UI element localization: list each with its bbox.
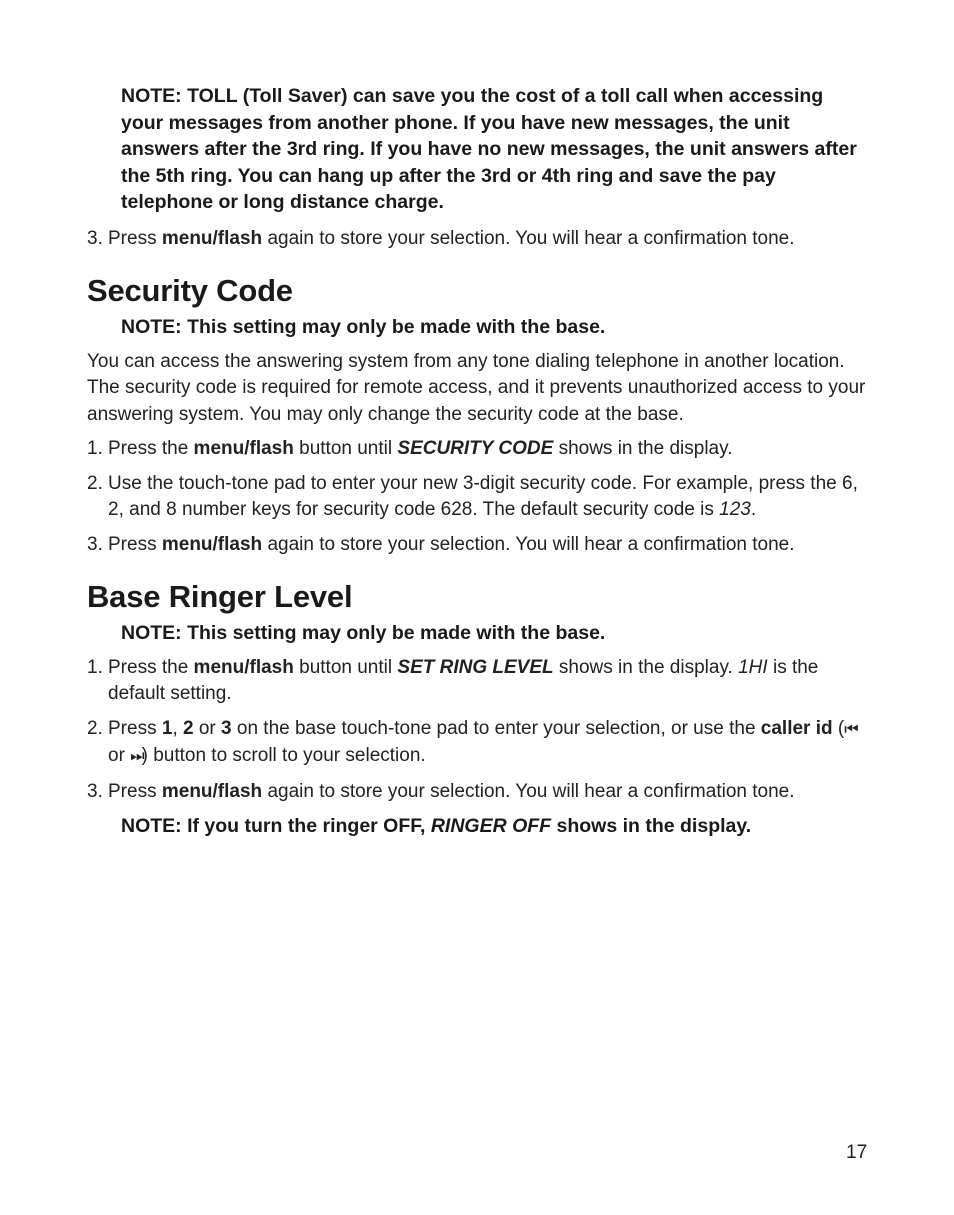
step-text [108,716,867,771]
ringer-step-2 [87,716,867,771]
key-name: menu/flash [161,780,263,802]
step-number: 1. [87,438,103,459]
step-text-part: Press the [108,656,194,678]
manual-page [87,83,867,840]
step-number: 3. [87,780,103,802]
ringer-step-3 [87,779,867,806]
ringer-step-1 [87,655,867,708]
step-text-part: Press [108,533,162,555]
step-text [108,779,867,806]
key-name: 1 [161,717,173,739]
step-text-part: . [750,499,757,520]
key-name: menu/flash [193,656,294,678]
page-number: 17 [846,1142,868,1163]
intro-step-3 [87,226,867,253]
step-text-part: , [172,717,183,739]
security-paragraph: You can access the answering system from any tone dialing telephone in another location. The security code is required for remote access, and it prevents unauthorized access to your answering system. You may only change the security code at the base. [87,350,866,425]
default-code: 123 [719,499,751,520]
step-number: 1. [87,656,103,678]
step-text [108,655,867,708]
step-text-part: shows in the display. [553,438,733,459]
step-number: 2. [87,717,103,739]
note-text-part: shows in the display. [551,815,752,837]
default-setting: 1HI [738,656,768,678]
skip-forward-icon: ⏭ [130,748,142,765]
step-text-part: shows in the display. [553,656,739,678]
ringer-off-note [121,813,867,840]
display-text: SET RING LEVEL [397,656,554,678]
step-text-part: ) button to scroll to your selection. [141,745,426,766]
key-name: menu/flash [161,533,263,555]
key-name: menu/flash [193,438,294,459]
note-text-part: NOTE: If you turn the ringer OFF, [121,815,431,837]
step-text-part: button until [293,438,398,459]
step-text-part: again to store your selection. You will hear a confirmation tone. [262,227,795,249]
step-text-part: ( [832,717,845,739]
step-text [108,436,867,463]
display-text: RINGER OFF [430,815,552,837]
step-text [108,226,867,253]
security-step-1 [87,436,867,463]
step-text-part: again to store your selection. You will hear a confirmation tone. [262,780,795,802]
security-step-3 [87,532,867,559]
step-text [108,532,867,559]
step-text-part: again to store your selection. You will hear a confirmation tone. [262,533,795,555]
step-text-part: button until [293,656,398,678]
step-text-part: is the default setting. [108,656,819,704]
step-text-part: or [193,717,222,739]
ringer-base-note: NOTE: This setting may only be made with the base. [121,622,606,644]
security-code-heading: Security Code [87,273,293,308]
step-text-part: Press the [108,438,194,459]
base-ringer-level-heading: Base Ringer Level [87,579,353,614]
key-name: 2 [183,717,194,739]
security-step-2 [87,471,867,524]
step-text-part: Press [108,780,162,802]
key-name: menu/flash [161,227,263,249]
step-text [108,471,867,524]
step-text-part: or [108,745,131,766]
step-number: 3. [87,533,103,555]
step-text-part: Press [108,717,162,739]
step-number: 3. [87,227,103,249]
key-name: 3 [221,717,232,739]
skip-back-icon: ⏮ [844,720,856,738]
security-base-note: NOTE: This setting may only be made with the base. [121,316,606,338]
step-number: 2. [87,472,103,494]
display-text: SECURITY CODE [397,438,554,459]
toll-saver-note: NOTE: TOLL (Toll Saver) can save you the cost of a toll call when accessing your messages from another phone. If you have new messages, the unit answers after the 3rd ring. If you have no new messages, the unit answers after the 5th ring. You can hang up after the 3rd or 4th ring and save the pay telephone or long distance charge. [121,85,857,213]
step-text-part: Press [108,227,162,249]
step-text-part: Use the touch-tone pad to enter your new 3-digit security code. For example, press the 6, 2, and 8 number keys for security code 628. The default security code is [108,472,858,520]
key-name: caller id [760,717,833,739]
step-text-part: on the base touch-tone pad to enter your selection, or use the [231,717,761,739]
